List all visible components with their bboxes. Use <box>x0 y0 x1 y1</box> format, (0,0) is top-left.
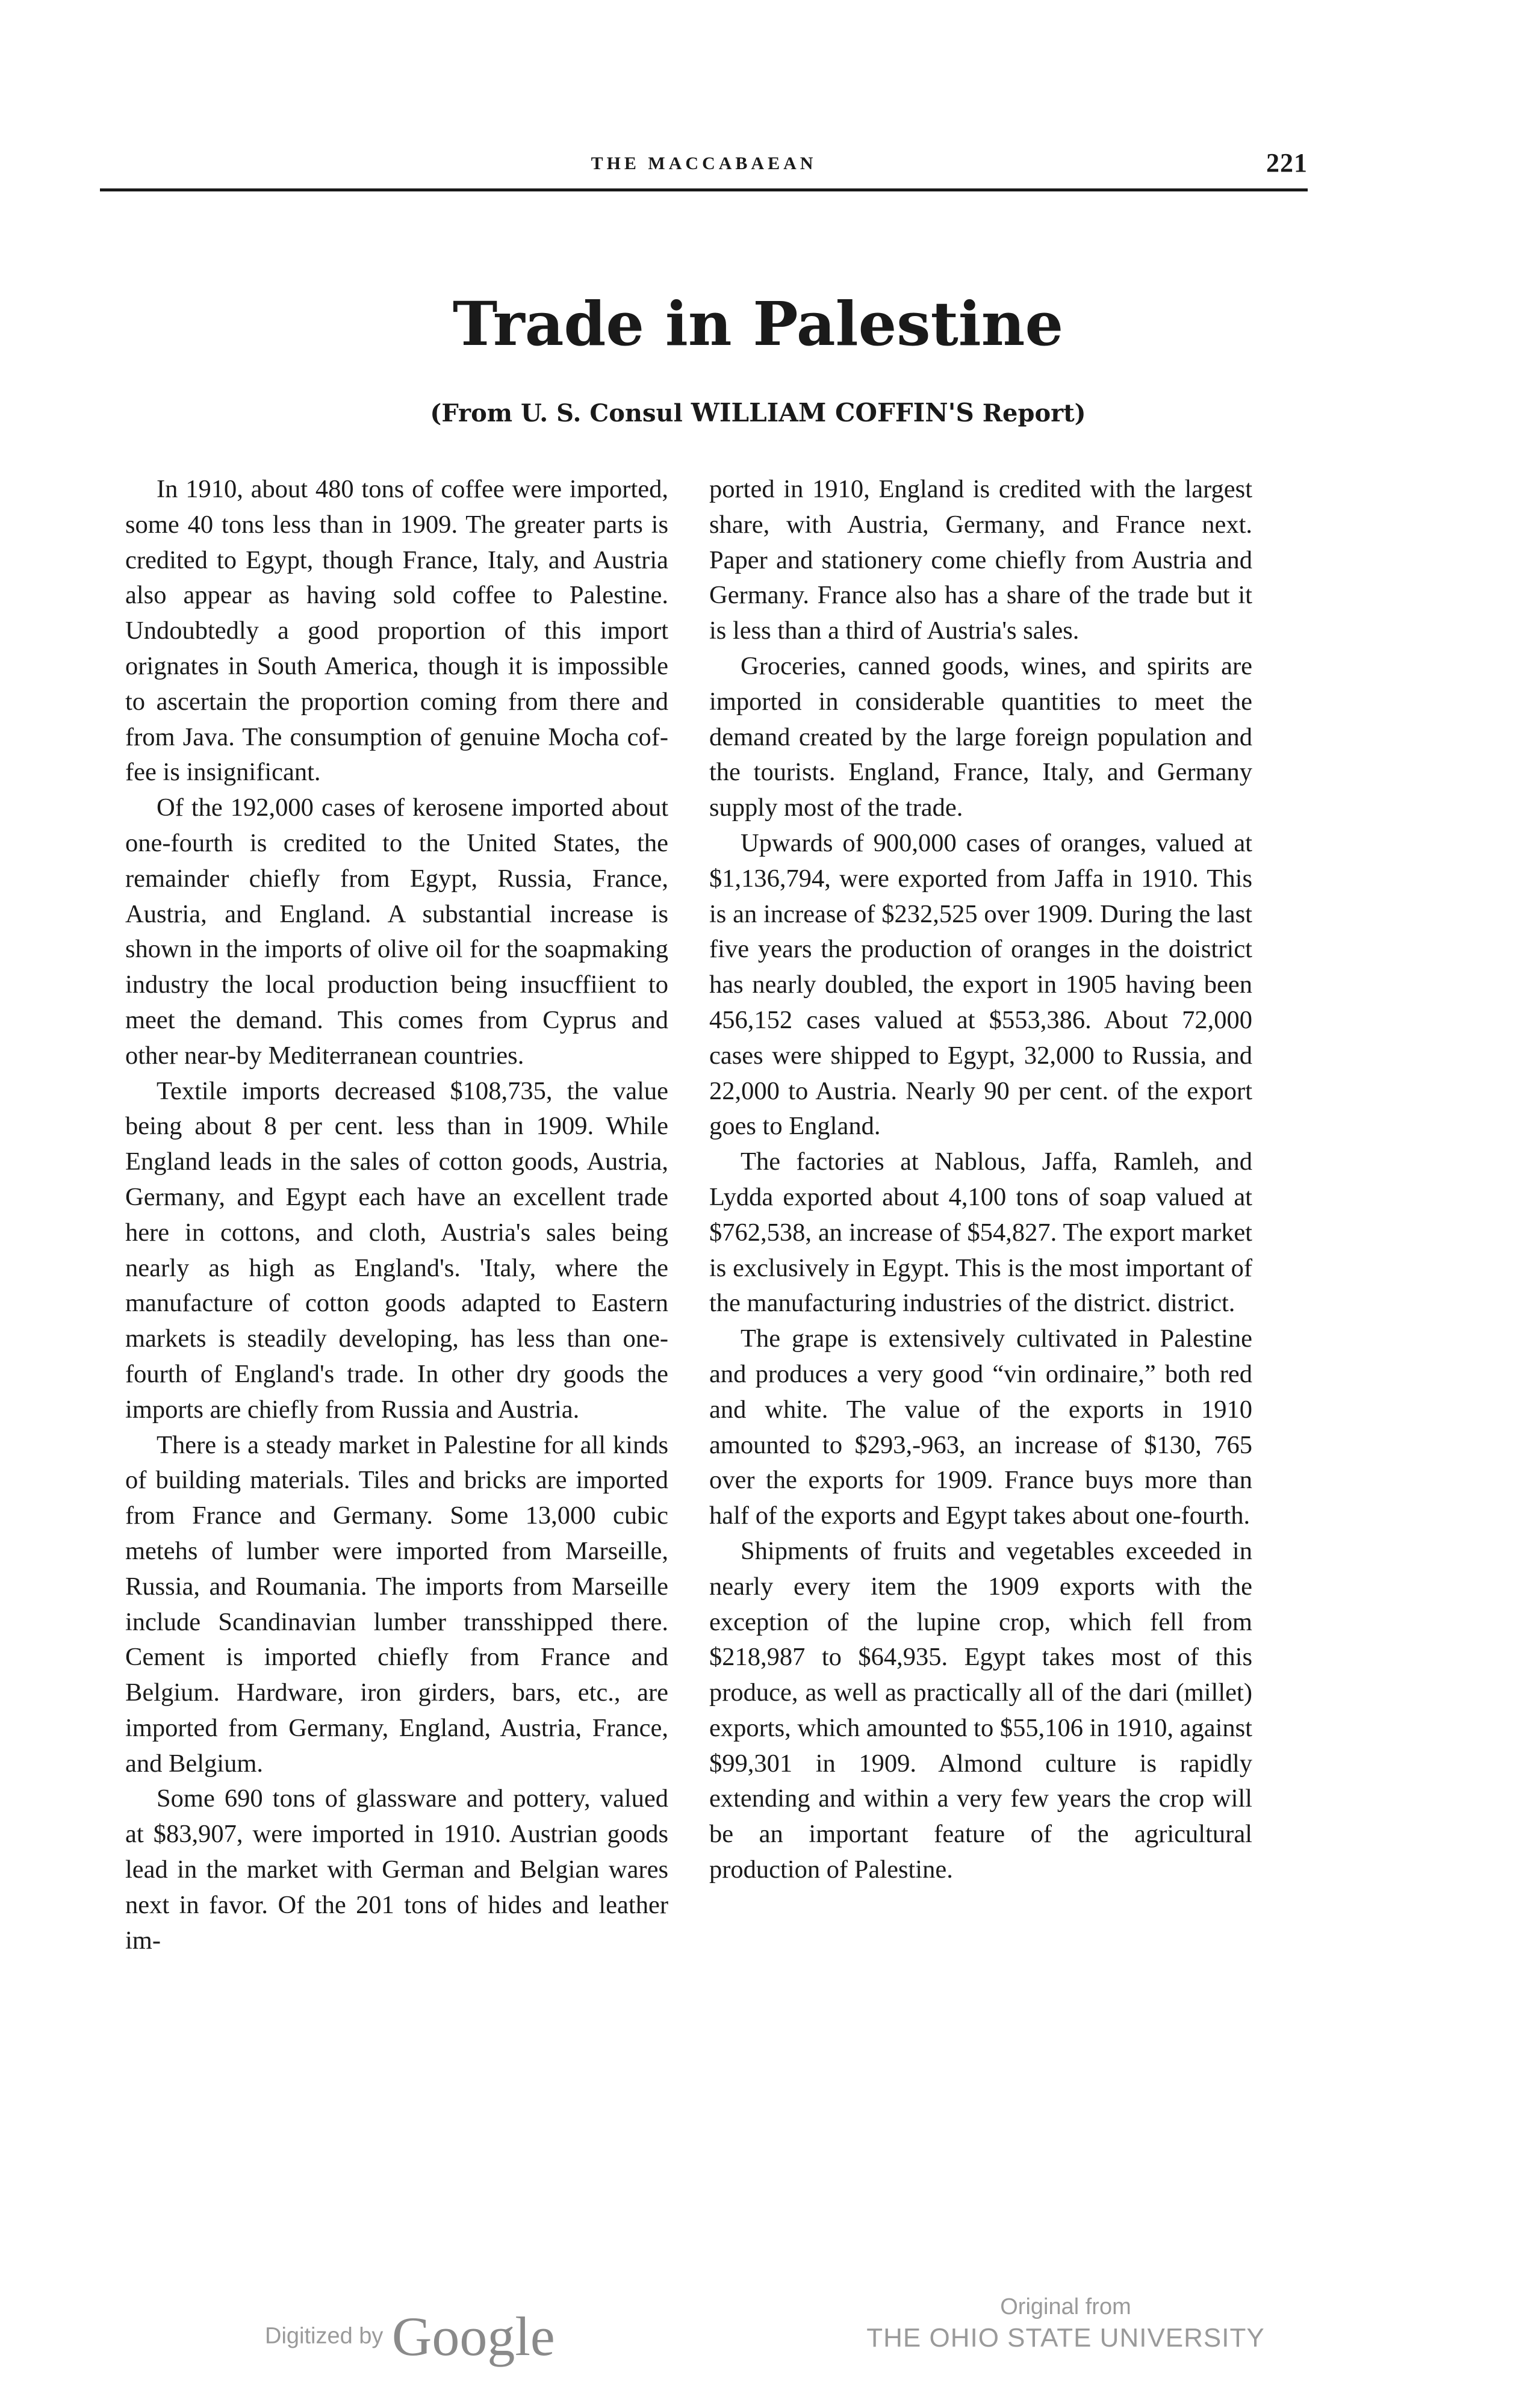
subtitle-suffix: Report) <box>982 399 1086 427</box>
header-rule <box>100 188 1308 191</box>
digitized-by-label: Digitized by <box>265 2323 384 2349</box>
paragraph: The grape is extensively cultivated in Palestine and produces a very good “vin ordinaire,” both red and white. The value of the exports in 1910 amounted to $293,-963, an increase of $130, 765 over the exports for 1909. France buys more than half of the exports and Egypt takes about one-fourth. <box>709 1324 1252 1530</box>
running-head <box>100 148 1308 178</box>
university-name: THE OHIO STATE UNIVERSITY <box>866 2323 1265 2353</box>
subtitle-prefix: (From U. S. Consul <box>430 399 683 427</box>
article-title: Trade in Palestine <box>452 288 1064 359</box>
paragraph: Textile imports decreased $108,735, the value being about 8 per cent. less than in 1909. While England leads in the sales of cotton goods, Austria, Germany, and Egypt each have an excellent trade here in cottons, and cloth, Austria's sales being nearly as high as England's. 'Italy, where the manufacture of cotton goods adapted to Eastern markets is steadily developing, has less than one-fourth of England's trade. In other dry goods the imports are chiefly from Russia and Austria. <box>125 1076 668 1424</box>
left-column <box>125 472 668 1958</box>
page-number: 221 <box>1266 148 1308 178</box>
digitized-by-watermark <box>265 2304 555 2365</box>
google-logo: Google <box>391 2306 555 2367</box>
article-subtitle <box>0 397 1516 430</box>
right-column <box>709 472 1252 1888</box>
original-from-label: Original from <box>1000 2294 1131 2320</box>
running-title: THE MACCABAEAN <box>591 154 817 173</box>
paragraph: Some 690 tons of glassware and pottery, valued at $83,907, were imported in 1910. Austrian goods lead in the market with German and Belgian wares next in favor. Of the 201 tons of hides and leather im- <box>125 1784 668 1955</box>
subtitle-name: WILLIAM COFFIN'S <box>691 398 974 427</box>
paragraph: In 1910, about 480 tons of coffee were imported, some 40 tons less than in 1909. The greater parts is credited to Egypt, though France, Italy, and Austria also appear as having sold coffee to Palestine. Undoubtedly a good proportion of this import orignates in South America, though it is impossible to ascertain the proportion coming from there and from Java. The consumption of genuine Mocha coffee is insignificant. <box>125 475 668 787</box>
paragraph: The factories at Nablous, Jaffa, Ramleh, and Lydda exported about 4,100 tons of soap valued at $762,538, an increase of $54,827. The export market is exclusively in Egypt. This is the most important of the manufacturing industries of the district. district. <box>709 1147 1252 1318</box>
paragraph: There is a steady market in Palestine for all kinds of building materials. Tiles and bricks are imported from France and Germany. Some 13,000 cubic metehs of lumber were imported from Marseille, Russia, and Roumania. The imports from Marseille include Scandinavian lumber transshipped there. Cement is imported chiefly from France and Belgium. Hardware, iron girders, bars, etc., are imported from Germany, England, Austria, France, and Belgium. <box>125 1430 668 1778</box>
source-attribution <box>855 2292 1276 2355</box>
paragraph: Groceries, canned goods, wines, and spirits are imported in considerable quantities to meet the demand created by the large foreign population and the tourists. England, France, Italy, and Germany supply most of the trade. <box>709 651 1252 822</box>
paragraph: Of the 192,000 cases of kerosene imported about one-fourth is credited to the United States, the remainder chiefly from Egypt, Russia, France, Austria, and England. A substantial increase is shown in the imports of olive oil for the soapmaking industry the local production being insucffiient to meet the demand. This comes from Cyprus and other near-by Mediterranean countries. <box>125 793 668 1070</box>
paragraph: ported in 1910, England is credited with the largest share, with Austria, Germany, and France next. Paper and stationery come chiefly from Austria and Germany. France also has a share of the trade but it is less than a third of Austria's sales. <box>709 475 1252 645</box>
paragraph: Upwards of 900,000 cases of oranges, valued at $1,136,794, were exported from Jaffa in 1910. This is an increase of $232,525 over 1909. During the last five years the production of oranges in the doistrict has nearly doubled, the export in 1905 having been 456,152 cases valued at $553,386. About 72,000 cases were shipped to Egypt, 32,000 to Russia, and 22,000 to Austria. Nearly 90 per cent. of the export goes to England. <box>709 828 1252 1141</box>
paragraph: Shipments of fruits and vegetables exceeded in nearly every item the 1909 exports with the exception of the lupine crop, which fell from $218,987 to $64,935. Egypt takes most of this produce, as well as practically all of the dari (millet) exports, which amounted to $55,106 in 1910, against $99,301 in 1909. Almond culture is rapidly extending and within a very few years the crop will be an important feature of the agricultural production of Palestine. <box>709 1536 1252 1884</box>
